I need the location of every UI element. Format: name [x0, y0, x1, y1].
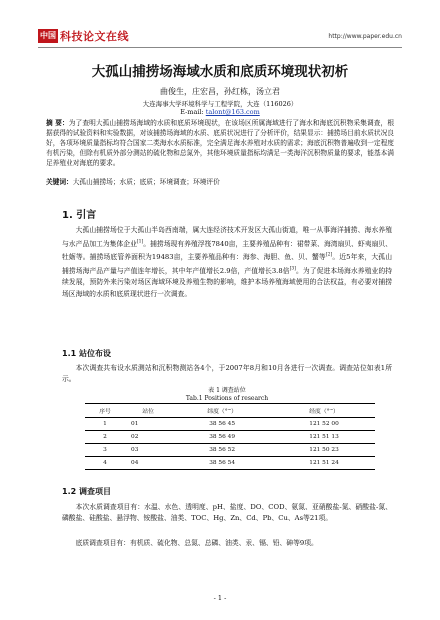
- intro-paragraph: [62, 225, 392, 300]
- keywords-label: 关键词：: [46, 178, 73, 186]
- site-url[interactable]: http://www.paper.edu.cn: [328, 33, 402, 40]
- cell-longitude: 121 51 24: [273, 457, 375, 470]
- cell-index: 2: [85, 431, 125, 444]
- cell-station: 04: [125, 457, 171, 470]
- logo-text: 科技论文在线: [60, 30, 129, 43]
- abstract-text: 为了查明大孤山捕捞场海域的水质和底质环境现状，在该场区所属海域进行了海水和海底沉积物采集调查，根据获得的试验资料和实验数据，对该捕捞场海域的水质、底质状况进行了分析评价，结果显示：捕捞场目前水质状况良好，各项环境质量指标均符合国家二类海水水质标准，完全满足海水养殖对水质的需求；海底沉积物普遍收到一定程度有机污染，但除有机质外部分测站的硫化物和总氮外，其他环境质量指标均满足一类海洋沉积物质量的要求，能基本满足养殖业对海底的要求。: [46, 119, 395, 168]
- paper-email-line: [38, 108, 402, 116]
- table-caption-cn: 表 1 调查站位: [208, 387, 246, 394]
- citation-marker[interactable]: [2]: [325, 253, 333, 259]
- col-header-station: 站位: [125, 404, 171, 418]
- logo-badge: 中国: [38, 29, 58, 43]
- col-header-index: 序号: [85, 404, 125, 418]
- email-link[interactable]: talont@163.com: [205, 108, 260, 116]
- table-row: [85, 418, 375, 431]
- intro-text: 大孤山捕捞场位于大孤山半岛西南端，属大连经济技术开发区大孤山街道，唯一从事海洋捕捞、海水养殖与水产品加工为集体企业[1]。捕捞场现有养殖浮筏7840亩，主要养殖品种有：裙带菜、海湾扇贝、虾夷扇贝、牡蛎等。捕捞场底管养面积为19483亩，主要养殖品种有：海参、海胆、鱼、贝、蟹等[2]。近5年来，大孤山捕捞场海产品产量与产值连年增长，其中年产值增长2.9倍，产值增长3.8倍[3]。为了促进本场海水养殖业的持续发展，预防外来污染对场区海域环境及养殖生物的影响，维护本场养殖海域使用的合法权益，有必要对捕捞场区海域的水质和底质现状进行一次调查。: [62, 226, 393, 298]
- cell-index: 1: [85, 418, 125, 431]
- cell-index: 4: [85, 457, 125, 470]
- cell-station: 01: [125, 418, 171, 431]
- cell-longitude: 121 52 00: [273, 418, 375, 431]
- subsection-heading-items: 1.2 调查项目: [62, 487, 111, 496]
- site-logo[interactable]: [38, 28, 129, 44]
- section-heading-intro: 1. 引言: [62, 210, 97, 221]
- table-row: [85, 457, 375, 470]
- cell-latitude: 38 56 52: [171, 444, 273, 457]
- keywords-text: 大孤山捕捞场；水质；底质；环境调查；环境评价: [72, 178, 220, 186]
- table-header-row: [85, 404, 375, 418]
- header-rule: [38, 47, 402, 48]
- keywords: [46, 176, 394, 186]
- citation-marker[interactable]: [1]: [136, 239, 144, 245]
- subsection-heading-stations: 1.1 站位布设: [62, 349, 111, 358]
- paper-title: 大孤山捕捞场海域水质和底质环境现状初析: [91, 64, 349, 80]
- paper-authors: 曲俊生，庄宏昌，孙红栋，汤立君: [160, 87, 280, 96]
- citation-marker[interactable]: [3]: [289, 266, 296, 272]
- page-number: - 1 -: [213, 594, 227, 602]
- email-label: E-mail:: [180, 108, 204, 116]
- sediment-items-paragraph: 底质调查项目有：有机质、硫化物、总氮、总磷、油类、汞、镉、铅、砷等9项。: [75, 539, 318, 547]
- table-row: [85, 431, 375, 444]
- abstract-label: 摘 要：: [46, 119, 69, 127]
- table-row: [85, 444, 375, 457]
- cell-longitude: 121 51 13: [273, 431, 375, 444]
- cell-latitude: 38 56 49: [171, 431, 273, 444]
- table-caption: [62, 387, 392, 403]
- cell-station: 02: [125, 431, 171, 444]
- water-items-paragraph: 本次水质调查项目有：水温、水色、透明度、pH、盐度、DO、COD、氨氮、亚硝酸盐-氮、硝酸盐-氮、磷酸盐、硅酸盐、悬浮物、铵酸盐、油类、TOC、Hg、Zn、Cd、Pb、Cu、As等21项。: [62, 503, 392, 523]
- cell-longitude: 121 50 23: [273, 444, 375, 457]
- page-header: [38, 28, 402, 46]
- col-header-latitude: 纬度（°′″）: [171, 404, 273, 418]
- paper-affiliation: 大连海事大学环境科学与工程学院，大连（116026）: [142, 100, 298, 108]
- cell-latitude: 38 56 45: [171, 418, 273, 431]
- cell-station: 03: [125, 444, 171, 457]
- abstract: [46, 118, 394, 168]
- stations-paragraph: 本次调查共布设水质测站和沉积物测站各4个，于2007年8月和10月各进行一次调查。调查站位如表1所示。: [62, 364, 392, 384]
- col-header-longitude: 经度（°′″）: [273, 404, 375, 418]
- stations-table: [85, 403, 375, 470]
- table-caption-en: Tab.1 Positions of research: [185, 395, 269, 402]
- cell-latitude: 38 56 54: [171, 457, 273, 470]
- cell-index: 3: [85, 444, 125, 457]
